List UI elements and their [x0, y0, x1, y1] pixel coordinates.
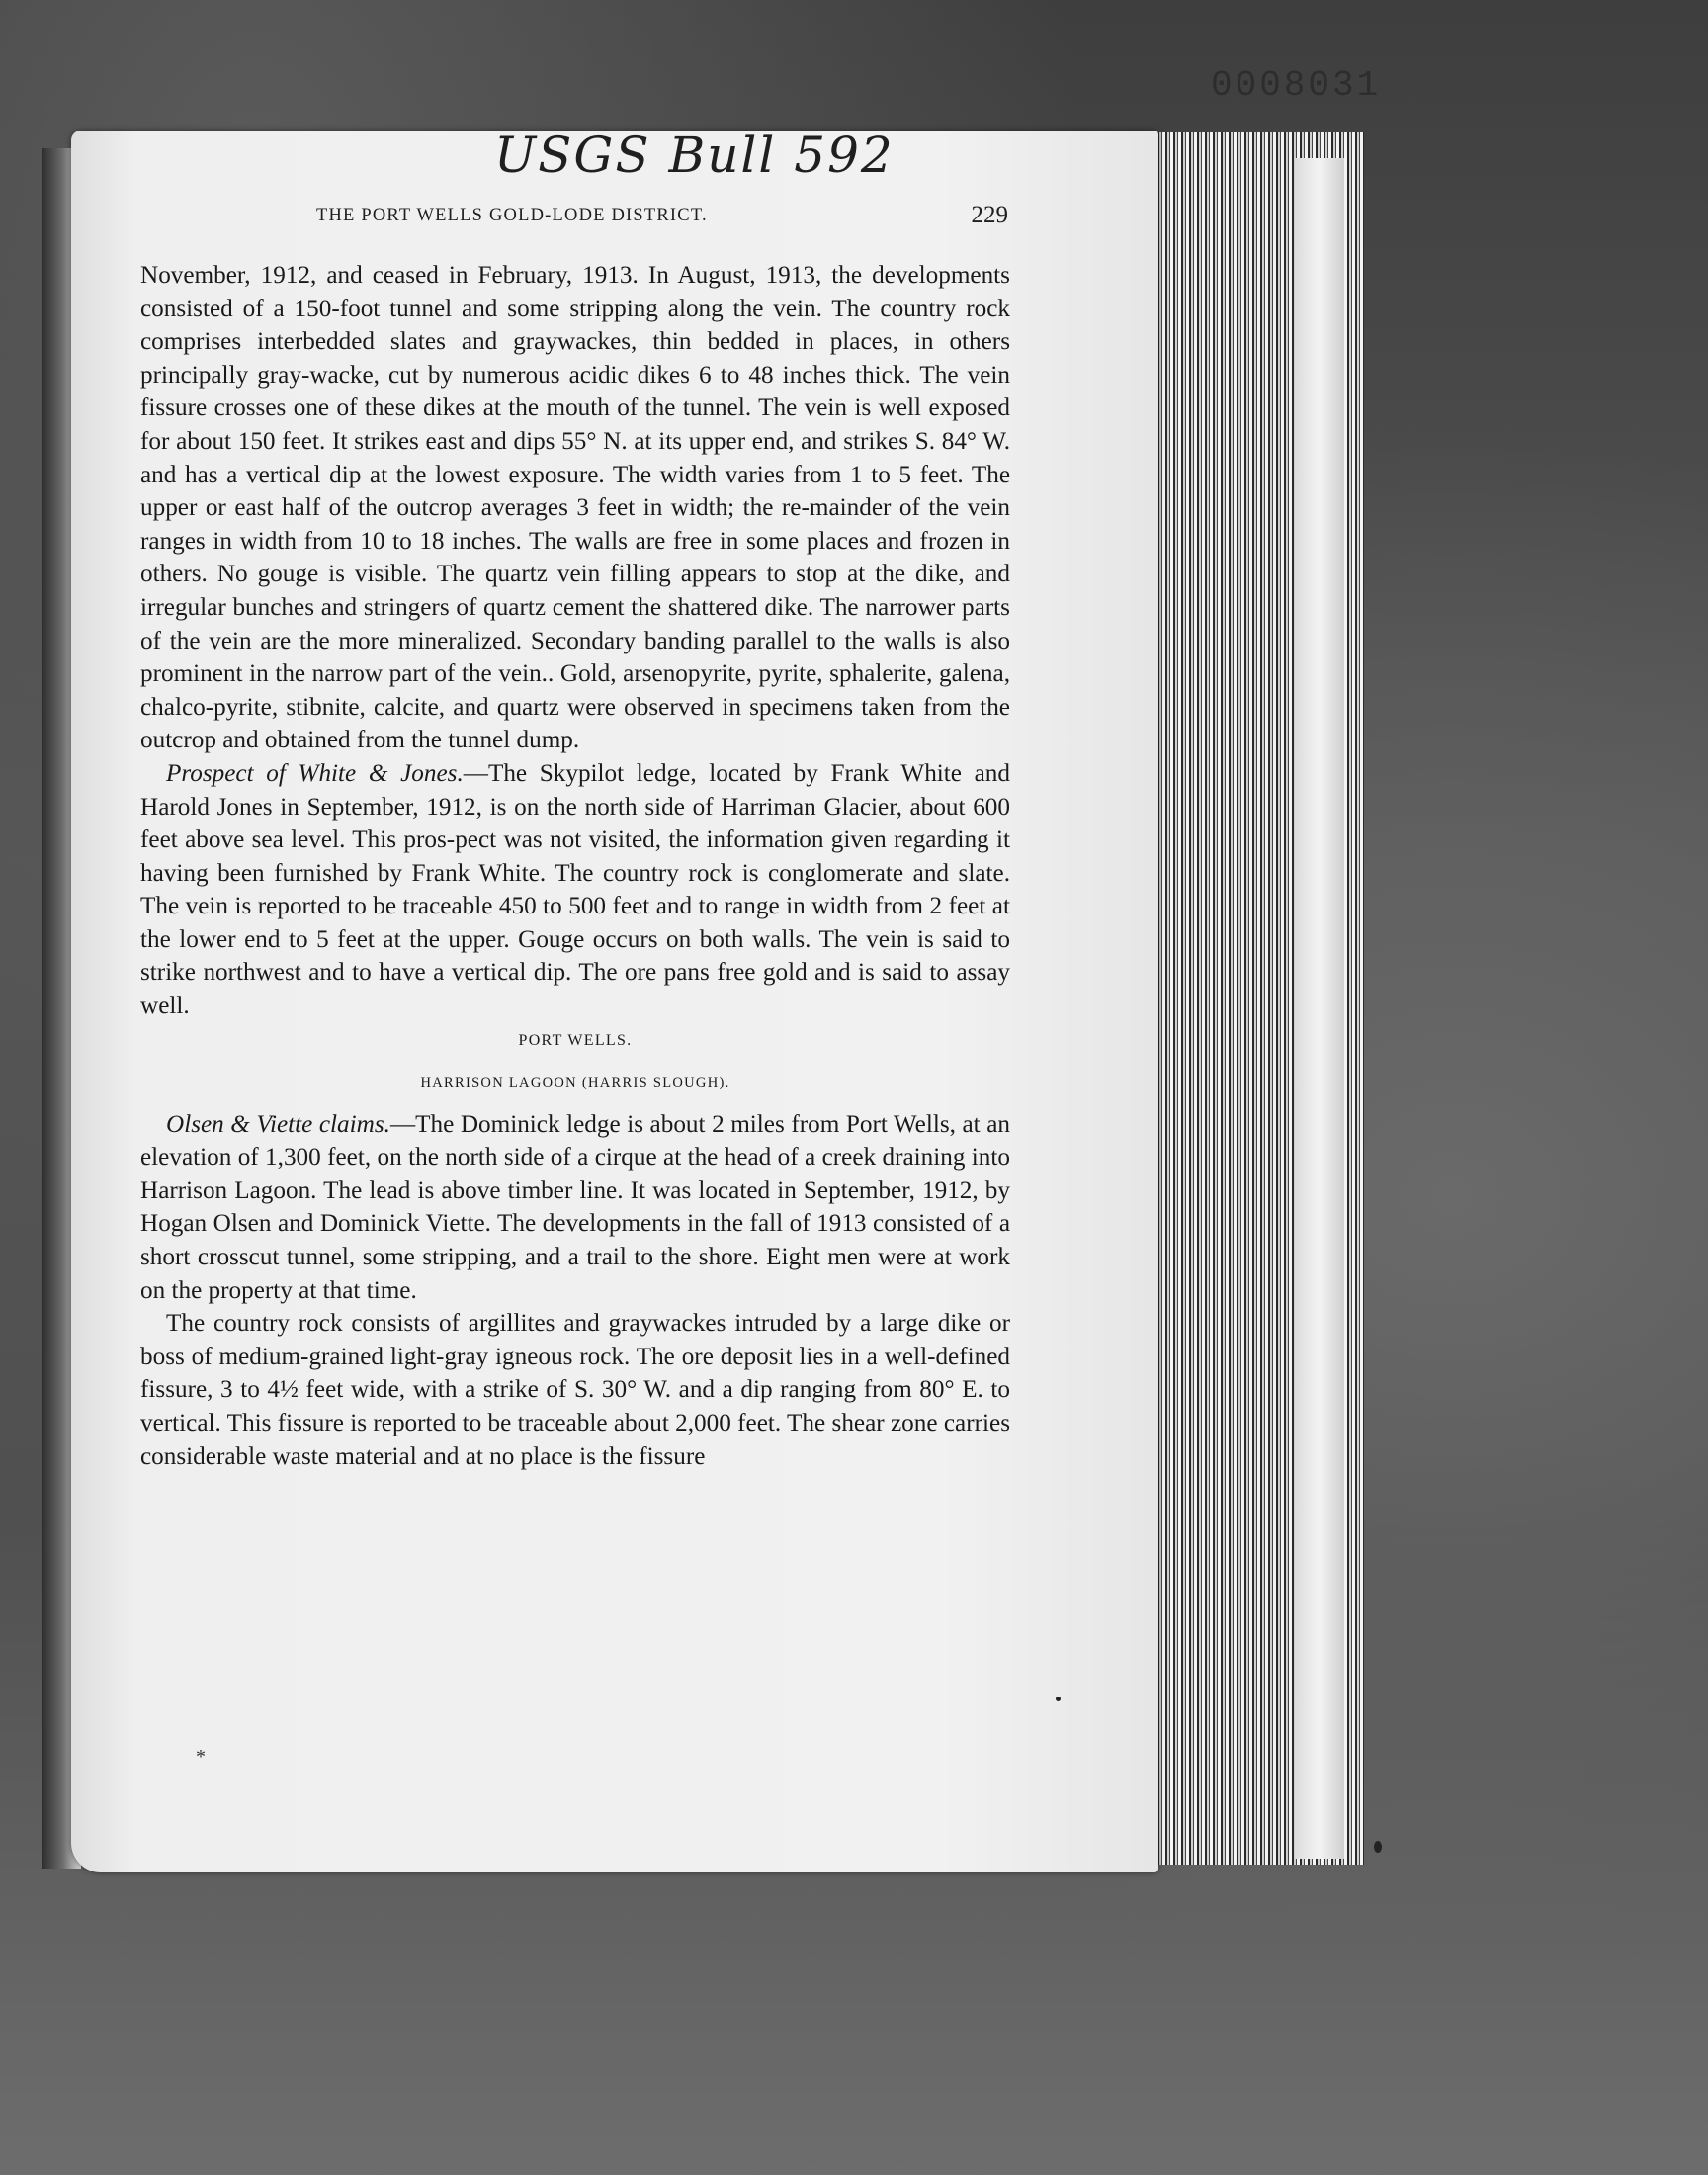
- footnote-mark: *: [196, 1746, 206, 1768]
- paragraph-olsen-viette: [140, 1108, 1010, 1308]
- scan-speck: [1056, 1696, 1061, 1701]
- page-number: 229: [971, 202, 1008, 228]
- paragraph-continued: November, 1912, and ceased in February, 1913. In August, 1913, the developments consisted of a 150-foot tunnel and some stripping along the vein. The country rock comprises interbedded slates and graywackes, thin bedded in places, in others principally gray-wacke, cut by numerous acidic dikes 6 to 48 inches thick. The vein fissure crosses one of these dikes at the mouth of the tunnel. The vein is well exposed for about 150 feet. It strikes east and dips 55° N. at its upper end, and strikes S. 84° W. and has a vertical dip at the lowest exposure. The width varies from 1 to 5 feet. The upper or east half of the outcrop averages 3 feet in width; the re-mainder of the vein ranges in width from 10 to 18 inches. The walls are free in some places and frozen in others. No gouge is visible. The quartz vein filling appears to stop at the dike, and irregular bunches and stringers of quartz cement the shattered dike. The narrower parts of the vein are the more mineralized. Secondary banding parallel to the walls is also prominent in the narrow part of the vein.. Gold, arsenopyrite, pyrite, sphalerite, galena, chalco-pyrite, stibnite, calcite, and quartz were observed in specimens taken from the outcrop and obtained from the tunnel dump.: [140, 262, 1010, 754]
- paragraph-body-olsen-viette: —The Dominick ledge is about 2 miles from Port Wells, at an elevation of 1,300 feet, on the north side of a cirque at the head of a creek draining into Harrison Lagoon. The lead is above timber line. It was located in September, 1912, by Hogan Olsen and Dominick Viette. The developments in the fall of 1913 consisted of a short crosscut tunnel, some stripping, and a trail to the shore. Eight men were at work on the property at that time.: [140, 1110, 1010, 1304]
- scan-speck: [1374, 1841, 1382, 1853]
- page-edges-inner: [1295, 158, 1344, 1859]
- paragraph-white-jones: [140, 757, 1010, 1023]
- archive-stamp-number: 0008031: [1211, 65, 1382, 106]
- section-heading: PORT WELLS.: [518, 1031, 633, 1049]
- paragraph-lead-white-jones: Prospect of White & Jones.: [166, 759, 464, 787]
- paragraph-country-rock: The country rock consists of argillites and graywackes intruded by a large dike or boss of medium-grained light-gray igneous rock. The ore deposit lies in a well-defined fissure, 3 to 4½ feet wide, with a strike of S. 30° W. and a dip ranging from 80° E. to vertical. This fissure is reported to be traceable about 2,000 feet. The shear zone carries considerable waste material and at no place is the fissure: [140, 1310, 1010, 1470]
- running-head: [138, 202, 1008, 237]
- paragraph-lead-olsen-viette: Olsen & Viette claims.: [166, 1110, 390, 1138]
- body-text: [140, 259, 1010, 1473]
- subsection-heading: HARRISON LAGOON (HARRIS SLOUGH).: [420, 1074, 730, 1090]
- handwritten-annotation: USGS Bull 592: [494, 127, 895, 184]
- paragraph-body-white-jones: —The Skypilot ledge, located by Frank White and Harold Jones in September, 1912, is on the north side of Harriman Glacier, about 600 feet above sea level. This pros-pect was not visited, the information given regarding it having been furnished by Frank White. The country rock is conglomerate and slate. The vein is reported to be traceable 450 to 500 feet and to range in width from 2 feet at the lower end to 5 feet at the upper. Gouge occurs on both walls. The vein is said to strike northwest and to have a vertical dip. The ore pans free gold and is said to assay well.: [140, 759, 1010, 1020]
- running-head-title: THE PORT WELLS GOLD-LODE DISTRICT.: [316, 206, 708, 225]
